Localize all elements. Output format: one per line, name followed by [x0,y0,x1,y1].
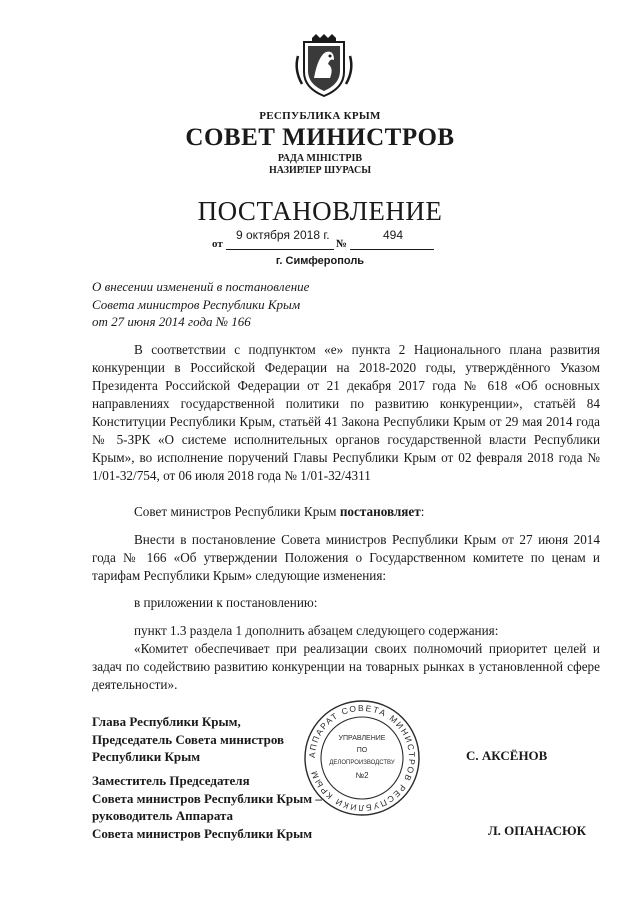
seal-inner-line: ДЕЛОПРОИЗВОДСТВУ [329,760,395,766]
deputy-signature-block [92,772,322,842]
council-title-crh: НАЗИРЛЕР ШУРАСЫ [268,165,372,176]
seal-outer-text: АППАРАТ СОВЕТА МИНИСТРОВ РЕСПУБЛИКИ КРЫМ [306,702,418,814]
subject-line: от 27 июня 2014 года № 166 [92,314,251,329]
crimea-coat-of-arms-icon [292,34,356,98]
resolution-colon: : [420,504,425,519]
head-signer-name: С. АКСЁНОВ [466,748,548,763]
council-title: СОВЕТ МИНИСТРОВ [185,124,455,151]
resolution-paragraph [92,503,600,521]
document-type: ПОСТАНОВЛЕНИЕ [197,196,443,226]
number-label: № [336,238,348,250]
resolution-text: Совет министров Республики Крым [134,504,340,519]
signature-title-line: Глава Республики Крым, [92,714,241,729]
round-seal-icon [302,698,422,818]
signature-title-line: Заместитель Председателя [92,773,250,788]
appendix-paragraph: в приложении к постановлению: [134,595,318,610]
council-title-ua: РАДА МІНІСТРІВ [277,153,363,164]
clause-paragraph: пункт 1.3 раздела 1 дополнить абзацем следующего содержания: [134,623,499,638]
resolution-verb: постановляет [339,504,421,519]
signature-title-line: Председатель Совета министров [92,731,285,747]
number-underline [350,249,434,250]
signature-title-line: Совета министров Республики Крым – [92,790,322,806]
seal-inner-line: УПРАВЛЕНИЕ [338,735,386,742]
seal-inner-line: №2 [355,771,369,780]
document-number: 494 [383,228,404,242]
republic-name: РЕСПУБЛИКА КРЫМ [259,110,381,122]
amendment-paragraph: Внести в постановление Совета министров Республики Крым от 27 июня 2014 года № 166 «Об утверждении Положения о Государственном комитете по ценам и тарифам Республики Крым» следующие изменения: [92,532,600,583]
deputy-signer-name: Л. ОПАНАСЮК [488,823,587,838]
quote-paragraph: «Комитет обеспечивает при реализации своих полномочий приоритет целей и задач по содействию развитию конкуренции на товарных рынках в установленной сфере деятельности». [92,641,600,692]
head-signature-block [92,713,284,766]
seal-inner-line: ПО [356,747,368,754]
document-date: 9 октября 2018 г. [236,228,330,242]
signature-title-line: Совета министров Республики Крым [92,825,313,841]
signature-title-line: руководитель Аппарата [92,808,234,823]
svg-text:АППАРАТ СОВЕТА МИНИСТРОВ РЕСПУ [307,703,417,813]
signature-title-line: Республики Крым [92,749,201,764]
subject-line: О внесении изменений в постановление [92,279,310,294]
document-subject [92,278,309,331]
date-underline [226,249,334,250]
date-label: от [212,238,223,250]
subject-line: Совета министров Республики Крым [92,296,301,312]
preamble-paragraph: В соответствии с подпунктом «е» пункта 2 Национального плана развития конкуренции в Российской Федерации на 2018-2020 годы, утверждённого Указом Президента Российской Федерации от 21 декабря 2017 года № 618 «Об основных направлениях государственной политики по развитию конкуренции», статьёй 84 Конституции Республики Крым, статьёй 41 Закона Республики Крым от 29 мая 2014 года № 5-ЗРК «О системе исполнительных органов государственной власти Республики Крым», во исполнение поручений Главы Республики Крым от 02 февраля 2018 года № 1/01-32/754, от 06 июля 2018 года № 1/01-32/4311 [92,342,600,483]
document-city: г. Симферополь [275,255,365,267]
